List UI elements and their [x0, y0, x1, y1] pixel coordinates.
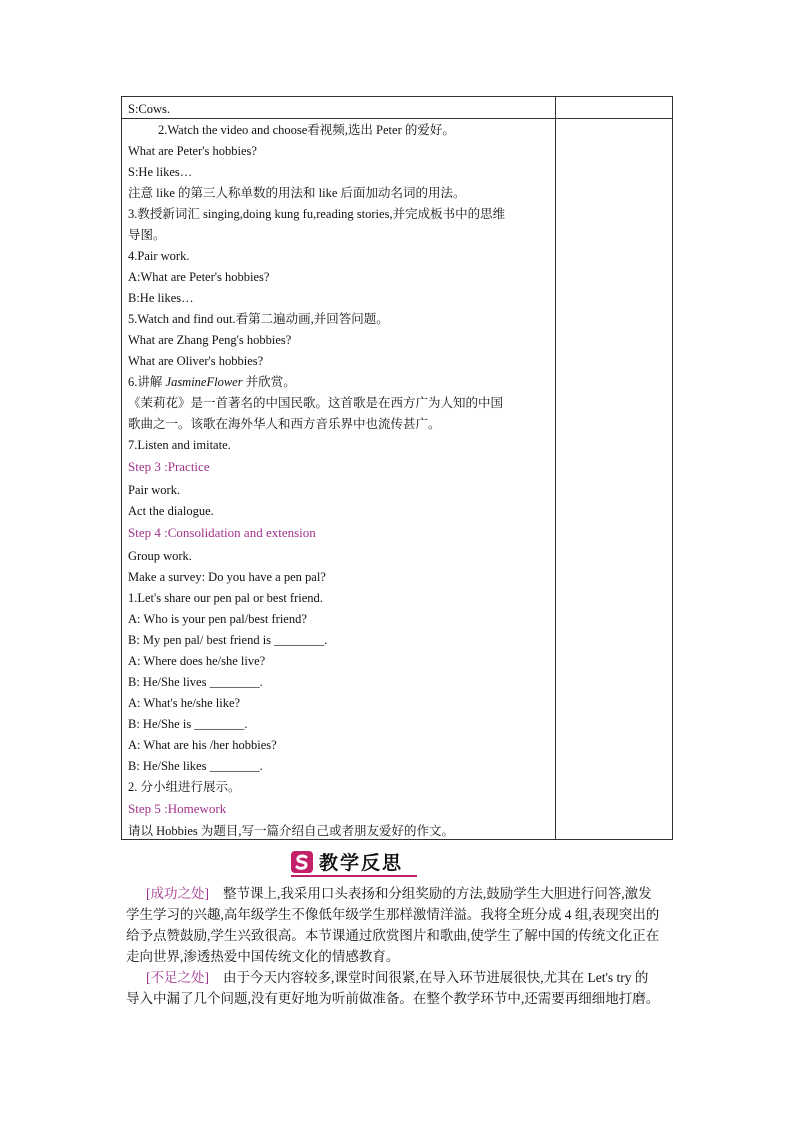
table-line: S:Cows. — [128, 102, 171, 116]
table-line: 导图。 — [128, 228, 166, 242]
table-line: 5.Watch and find out.看第二遍动画,并回答问题。 — [128, 312, 389, 326]
reflection-line: 给予点赞鼓励,学生兴致很高。本节课通过欣赏图片和歌曲,使学生了解中国的传统文化正在 — [126, 928, 660, 943]
table-line: S:He likes… — [128, 165, 193, 179]
table-line: 2.Watch the video and choose看视频,选出 Peter 的爱好。 — [158, 123, 455, 137]
table-line: A: Where does he/she live? — [128, 654, 266, 668]
table-row-divider — [122, 118, 672, 119]
table-line: 7.Listen and imitate. — [128, 438, 231, 452]
reflection-line: 导入中漏了几个问题,没有更好地为听前做准备。在整个教学环节中,还需要再细细地打磨。 — [126, 991, 660, 1006]
s-logo-icon — [291, 851, 313, 873]
step-heading: Step 4 :Consolidation and extension — [128, 525, 316, 540]
table-line: Make a survey: Do you have a pen pal? — [128, 570, 326, 584]
table-line: 4.Pair work. — [128, 249, 190, 263]
table-line: 请以 Hobbies 为题目,写一篇介绍自己或者朋友爱好的作文。 — [128, 824, 455, 838]
section-underline — [291, 875, 417, 877]
table-line: What are Peter's hobbies? — [128, 144, 257, 158]
table-line: A: What's he/she like? — [128, 696, 241, 710]
reflection-text: 整节课上,我采用口头表扬和分组奖励的方法,鼓励学生大胆进行问答,激发 — [223, 886, 652, 901]
section-title: 教学反思 — [319, 852, 404, 874]
table-line: A:What are Peter's hobbies? — [128, 270, 270, 284]
table-line: 2. 分小组进行展示。 — [128, 780, 241, 794]
section-banner — [291, 851, 417, 877]
step-heading: Step 3 :Practice — [128, 459, 210, 474]
table-line: What are Oliver's hobbies? — [128, 354, 264, 368]
table-line: Pair work. — [128, 483, 181, 497]
reflection-line — [126, 967, 674, 988]
shortcoming-tag: [不足之处] — [146, 970, 209, 985]
table-line: A: What are his /her hobbies? — [128, 738, 277, 752]
table-line: What are Zhang Peng's hobbies? — [128, 333, 292, 347]
table-line: A: Who is your pen pal/best friend? — [128, 612, 307, 626]
reflection-text: 由于今天内容较多,课堂时间很紧,在导入环节进展很快,尤其在 Let's try 的 — [223, 970, 649, 985]
table-line: B:He likes… — [128, 291, 194, 305]
table-line: Act the dialogue. — [128, 504, 214, 518]
table-line: 歌曲之一。该歌在海外华人和西方音乐界中也流传甚广。 — [128, 417, 441, 431]
table-line-text: 并欣赏。 — [242, 375, 296, 389]
lesson-table — [121, 96, 673, 840]
reflection-line: 走向世界,渗透热爱中国传统文化的情感教育。 — [126, 949, 400, 964]
reflection-line — [126, 883, 674, 904]
step-heading: Step 5 :Homework — [128, 801, 227, 816]
table-line-text: 6.讲解 — [128, 375, 166, 389]
table-column-divider — [555, 97, 556, 839]
table-line: B: He/She likes ________. — [128, 759, 263, 773]
table-line: B: He/She lives ________. — [128, 675, 263, 689]
table-line: 3.教授新词汇 singing,doing kung fu,reading stories,并完成板书中的思维 — [128, 207, 506, 221]
table-line: B: My pen pal/ best friend is ________. — [128, 633, 328, 647]
reflection-line: 学生学习的兴趣,高年级学生不像低年级学生那样激情洋溢。我将全班分成 4 组,表现突出的 — [126, 907, 660, 922]
table-line: 注意 like 的第三人称单数的用法和 like 后面加动名词的用法。 — [128, 186, 466, 200]
table-line: Group work. — [128, 549, 192, 563]
success-tag: [成功之处] — [146, 886, 209, 901]
table-line: 《茉莉花》是一首著名的中国民歌。这首歌是在西方广为人知的中国 — [128, 396, 504, 410]
table-line — [128, 374, 296, 390]
song-title: JasmineFlower — [165, 375, 243, 389]
table-line: B: He/She is ________. — [128, 717, 248, 731]
table-line: 1.Let's share our pen pal or best friend. — [128, 591, 323, 605]
